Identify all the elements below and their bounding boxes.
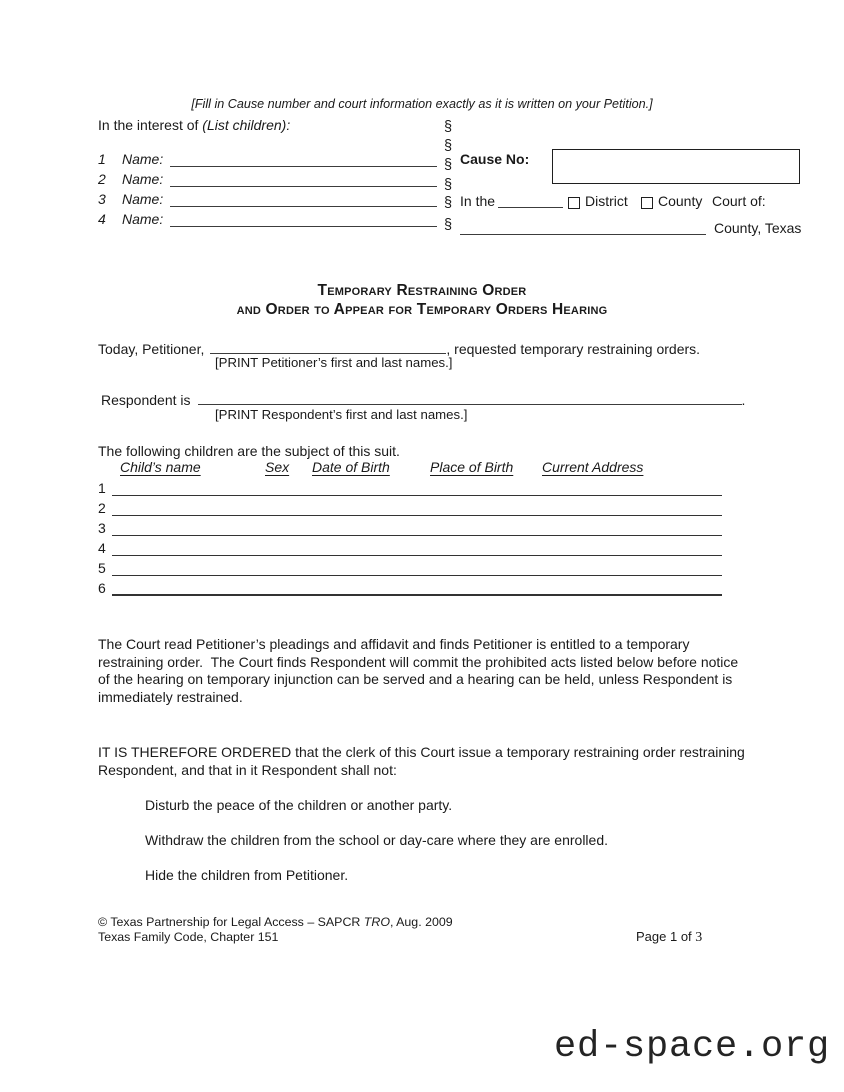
child-row-blank-3[interactable] <box>112 519 722 536</box>
header-current-address: Current Address <box>542 459 644 475</box>
prohibited-act-3: Hide the children from Petitioner. <box>145 867 349 883</box>
watermark: ed-space.org <box>554 1026 831 1068</box>
interest-list-children: (List children): <box>202 117 291 133</box>
child-row-blank-4[interactable] <box>112 539 722 556</box>
respondent-name-blank[interactable] <box>198 390 742 405</box>
cause-no-label: Cause No: <box>460 151 530 167</box>
children-intro: The following children are the subject of this suit. <box>98 443 400 459</box>
child-name-row-3 <box>98 190 437 207</box>
row-number: 1 <box>98 151 106 167</box>
row-number: 4 <box>98 540 106 556</box>
footer-code-line: Texas Family Code, Chapter 151 <box>98 930 279 944</box>
county-name-blank[interactable] <box>460 220 706 235</box>
section-symbol: § <box>444 177 453 193</box>
respondent-line <box>101 390 745 408</box>
child-name-row-4 <box>98 210 437 227</box>
section-symbol: § <box>444 217 453 233</box>
today-prefix: Today, Petitioner, <box>98 341 205 357</box>
child-name-row-2 <box>98 170 437 187</box>
child-table-row-6 <box>98 579 722 596</box>
child-row-blank-1[interactable] <box>112 479 722 496</box>
row-number: 3 <box>98 191 106 207</box>
child-name-blank-1[interactable] <box>170 151 437 167</box>
copyright-post: , Aug. 2009 <box>389 915 453 929</box>
child-table-row-4 <box>98 539 722 556</box>
section-symbol: § <box>444 119 453 135</box>
header-date-of-birth: Date of Birth <box>312 459 390 475</box>
child-table-row-2 <box>98 499 722 516</box>
prohibited-act-2: Withdraw the children from the school or day-care where they are enrolled. <box>145 832 608 848</box>
header-place-of-birth: Place of Birth <box>430 459 514 475</box>
row-number: 4 <box>98 211 106 227</box>
petitioner-name-blank[interactable] <box>210 339 446 354</box>
findings-paragraph: The Court read Petitioner’s pleadings and affidavit and finds Petitioner is entitled to a temporary restraining order. The Court finds Respondent will commit the prohibited acts listed below before notice of the hearing on temporary injunction can be served and a hearing can be held, unless Respondent is immediately restrained. <box>98 636 743 705</box>
today-suffix: , requested temporary restraining orders. <box>446 341 701 357</box>
fill-in-instruction: [Fill in Cause number and court information exactly as it is written on your Petition.] <box>191 97 653 111</box>
ordered-paragraph: IT IS THEREFORE ORDERED that the clerk of this Court issue a temporary restraining order restraining Respondent, and that in it Respondent shall not: <box>98 744 749 778</box>
header-sex: Sex <box>265 459 290 475</box>
row-number: 3 <box>98 520 106 536</box>
header-childs-name: Child’s name <box>120 459 201 475</box>
court-of-label: Court of: <box>712 193 766 209</box>
name-label: Name: <box>122 171 164 187</box>
page-number <box>636 929 702 946</box>
row-number: 6 <box>98 580 106 596</box>
section-symbol: § <box>444 157 453 173</box>
child-name-blank-3[interactable] <box>170 191 437 207</box>
row-number: 5 <box>98 560 106 576</box>
row-number: 1 <box>98 480 106 496</box>
respondent-suffix: . <box>741 392 746 408</box>
district-label: District <box>585 193 628 209</box>
footer-copyright <box>98 915 453 929</box>
child-table-row-3 <box>98 519 722 536</box>
child-row-blank-5[interactable] <box>112 559 722 576</box>
cause-no-input-box[interactable] <box>552 149 800 184</box>
in-the-label: In the <box>460 193 496 209</box>
section-symbol: § <box>444 195 453 211</box>
interest-prefix: In the interest of <box>98 117 203 133</box>
child-table-row-5 <box>98 559 722 576</box>
page-label: Page 1 of <box>636 929 696 944</box>
form-title-line1: Temporary Restraining Order <box>317 282 527 299</box>
name-label: Name: <box>122 211 164 227</box>
copyright-pre: © Texas Partnership for Legal Access – SAPCR <box>98 915 364 929</box>
name-label: Name: <box>122 191 164 207</box>
section-symbol: § <box>444 138 453 154</box>
child-row-blank-2[interactable] <box>112 499 722 516</box>
court-number-blank[interactable] <box>498 193 563 208</box>
county-label: County <box>658 193 703 209</box>
page-total: 3 <box>695 930 703 945</box>
copyright-tro: TRO <box>363 915 390 929</box>
row-number: 2 <box>98 171 106 187</box>
print-respondent-note: [PRINT Respondent’s first and last names.] <box>215 407 468 422</box>
child-name-blank-2[interactable] <box>170 171 437 187</box>
print-petitioner-note: [PRINT Petitioner’s first and last names.] <box>215 355 453 370</box>
district-checkbox[interactable] <box>568 197 580 209</box>
child-table-row-1 <box>98 479 722 496</box>
county-checkbox[interactable] <box>641 197 653 209</box>
child-row-blank-6[interactable] <box>112 578 722 596</box>
prohibited-act-1: Disturb the peace of the children or another party. <box>145 797 453 813</box>
form-title-line2: and Order to Appear for Temporary Orders Hearing <box>236 301 608 318</box>
respondent-prefix: Respondent is <box>101 392 191 408</box>
county-texas-label: County, Texas <box>714 220 802 236</box>
name-label: Name: <box>122 151 164 167</box>
row-number: 2 <box>98 500 106 516</box>
interest-line <box>98 117 290 133</box>
child-name-blank-4[interactable] <box>170 211 437 227</box>
child-name-row-1 <box>98 150 437 167</box>
